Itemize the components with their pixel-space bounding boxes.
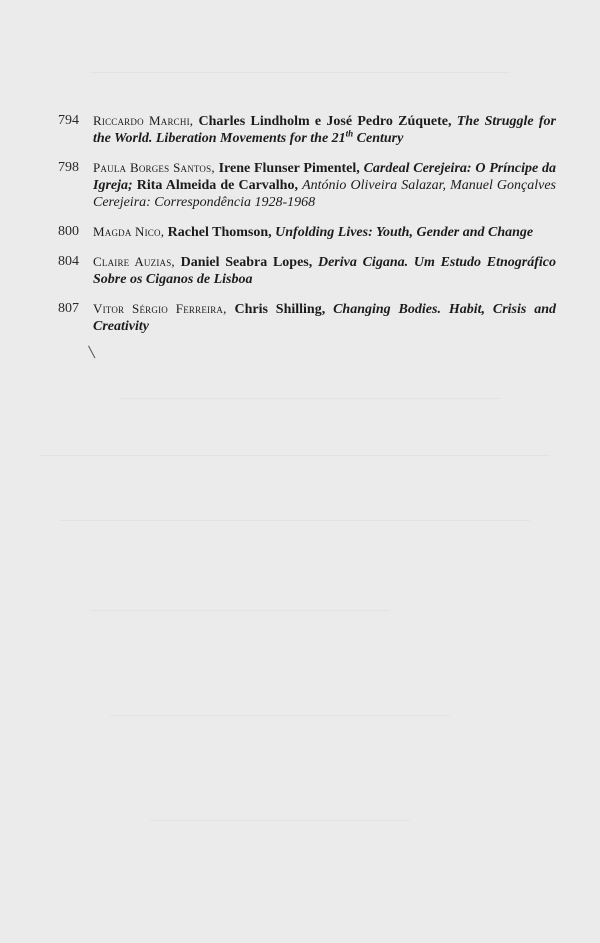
reviewer-name: Riccardo Marchi, <box>93 113 194 128</box>
show-through-line <box>40 455 550 456</box>
book-authors: Chris Shilling, <box>234 302 326 317</box>
pen-mark <box>88 346 95 359</box>
book-title-part: Century <box>353 131 404 146</box>
entry-text <box>93 223 556 241</box>
book-title: Cardeal Cerejeira: O Príncipe da Igreja; <box>93 161 556 193</box>
table-of-contents <box>58 112 556 347</box>
book-title: António Oliveira Salazar, Manuel Gonçalves Cerejeira: Correspondência 1928-1968 <box>93 178 557 210</box>
entry-text <box>93 112 556 147</box>
book-title-part: The Struggle for the World. Liberation Movements for the 21 <box>93 114 557 146</box>
show-through-line <box>90 72 510 73</box>
entry-text <box>93 159 556 211</box>
page-number: 807 <box>58 301 79 316</box>
show-through-line <box>90 610 390 611</box>
toc-entry <box>58 300 556 335</box>
page-number: 800 <box>58 224 79 239</box>
reviewer-name: Vitor Sérgio Ferreira, <box>93 301 227 316</box>
ordinal-superscript: th <box>345 128 354 139</box>
show-through-line <box>110 715 450 716</box>
book-title: Changing Bodies. Habit, Crisis and Creativity <box>93 302 556 334</box>
page-number: 804 <box>58 254 79 269</box>
reviewer-name: Paula Borges Santos, <box>93 160 215 175</box>
reviewer-name: Claire Auzias, <box>93 254 175 269</box>
page-number: 794 <box>58 113 79 128</box>
book-authors: Rachel Thomson, <box>167 225 272 240</box>
book-title: Deriva Cigana. Um Estudo Etnográfico Sobre os Ciganos de Lisboa <box>93 255 556 287</box>
show-through-line <box>150 820 410 821</box>
show-through-line <box>120 398 500 399</box>
book-author: Irene Flunser Pimentel, <box>218 161 360 176</box>
show-through-line <box>60 520 530 521</box>
toc-entry <box>58 159 556 211</box>
entry-text <box>93 300 556 335</box>
toc-entry <box>58 112 556 147</box>
book-authors: Charles Lindholm e José Pedro Zúquete, <box>198 114 452 129</box>
book-author: Rita Almeida de Carvalho, <box>136 178 298 193</box>
entry-text <box>93 253 556 288</box>
reviewer-name: Magda Nico, <box>93 224 165 239</box>
toc-entry <box>58 253 556 288</box>
page-number: 798 <box>58 160 79 175</box>
toc-entry <box>58 223 556 241</box>
book-authors: Daniel Seabra Lopes, <box>180 255 313 270</box>
book-title: Unfolding Lives: Youth, Gender and Change <box>275 225 534 240</box>
